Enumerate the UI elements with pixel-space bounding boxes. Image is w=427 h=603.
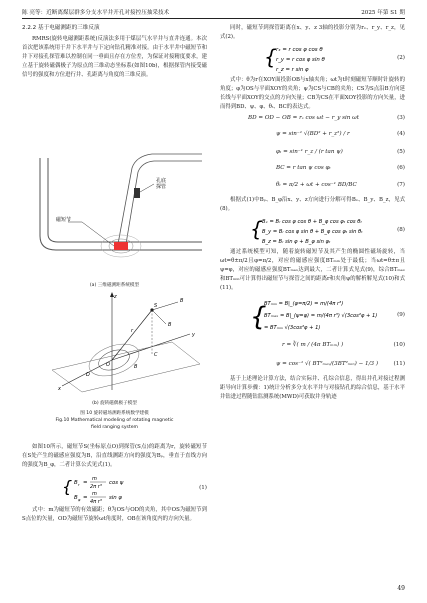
borehole — [118, 154, 202, 244]
svg-text:rₓ = r cos φ cos θ: rₓ = r cos φ cos θ — [276, 47, 323, 53]
svg-text:x: x — [58, 386, 61, 392]
right-paragraph-4: 通过系统模型可知，随着旋转磁短节及其产生的椭圆性磁场旋转，当ωt=θ±π/2且φ=π/2，对应的磁感应强度BTₘᵢₙ处于最低；当ωt=θ±π且ψ=φ，对应的磁感应强度BTₘₐₓ达到最大，二者计算式见式(9)，综合BTₘₐₓ和BTₘᵢₙ可计算得出磁短节与探管之间的距离r和夹角ψ的解析解见式(10)和式(11)。 — [220, 249, 405, 291]
equation-1 — [22, 472, 207, 506]
svg-text:y: y — [192, 332, 195, 338]
equation-10-number: (10) — [393, 342, 405, 348]
right-column — [220, 24, 405, 402]
svg-text:r_y = r cos φ sin θ: r_y = r cos φ sin θ — [276, 57, 325, 63]
svg-text:BTₘₐₓ = B|_(ψ=φ) = m/(4π r³) √: BTₘₐₓ = B|_(ψ=φ) = m/(4π r³) √(3cos²φ + 1) — [264, 313, 378, 319]
header-rule — [22, 18, 405, 19]
svg-text:φ: φ — [78, 498, 81, 502]
svg-text:=: = — [83, 495, 88, 501]
equation-11: ψ = cos⁻¹ √( BT²ₘₐₓ/(3BT²ₘᵢₙ) − 1/3 ) (11) — [276, 361, 405, 367]
svg-text:r: r — [131, 328, 134, 334]
right-paragraph-2: 式中：θ为r在XOY面投影OB与x轴夹角；ωt为t时刻磁短节顺时针旋转的角度；φ为OS与平面XOY的夹角；ψ为CS与CB的夹角；CS为S点沿B方向延长线与平面XOY的交点的方向矢量；CB为CS在平面XOY投影的方向矢量，进而得到BD、ψ、φ、θₜ、BC的表达式。 — [220, 77, 405, 110]
figure-10a — [22, 148, 207, 288]
equation-4-number: (4) — [397, 131, 405, 137]
svg-text:4π r³: 4π r³ — [90, 499, 102, 505]
svg-text:C: C — [154, 352, 158, 358]
equation-2-number: (2) — [397, 55, 405, 61]
left-paragraph-1: RMRS(旋转电磁测距系统)反演法多用于煤层气水平井与直井连通。本次首次把该系统用于井下水平井与下定向钻孔精准对接。由于水平井中磁短节和井下对接孔探管难以控制在同一垂面且存在方位差，为保证对接精度要求，建立基于旋转磁偶极子为原点的三维动态坐标系(如图10b)，根据探管内接受磁信号的强度和方位进行井、孔距离与角度的三维反演。 — [22, 36, 207, 78]
svg-text:探管: 探管 — [156, 184, 167, 190]
equation-6-number: (6) — [397, 165, 405, 171]
svg-text:{: { — [264, 45, 277, 69]
equation-8-number: (8) — [397, 227, 405, 233]
svg-text:r_z = r sin φ: r_z = r sin φ — [276, 67, 309, 73]
equation-4: ψ = sin⁻¹ √(BD² + r_z²) / r (4) — [276, 131, 405, 137]
svg-text:{: { — [250, 302, 267, 332]
figure-10-caption — [22, 410, 207, 431]
svg-text:孔底: 孔底 — [156, 178, 167, 184]
equation-8 — [220, 214, 405, 248]
figure-10a-caption: (a) 三维磁测距系统模型 — [89, 283, 140, 288]
figure-10b — [22, 290, 207, 405]
svg-text:S: S — [154, 303, 158, 309]
equation-11-number: (11) — [393, 361, 405, 367]
svg-text:sin ψ: sin ψ — [109, 495, 122, 501]
svg-text:B_y = Bᵣ cos φ sin θ + B_φ cos: B_y = Bᵣ cos φ sin θ + B_φ cos φₜ sin θₜ — [262, 229, 363, 235]
well-inner — [48, 158, 202, 242]
probe — [134, 188, 140, 198]
left-paragraph-2: 如图10所示，磁短节S(坐标原点O)到探管(S点)的距离为r，旋转磁短节在S处产生的磁感应强度为B，沿直线测距方向的强度为Bₚ，垂直于直线方向的强度为B_φ，二者计算公式见式(1)。 — [22, 444, 207, 468]
svg-text:O: O — [106, 362, 110, 368]
right-paragraph-3: 根据式(1)中Bₚ、B_φ沿x、y、z方向进行分解可得Bₓ、B_y、B_z，见式(8)。 — [220, 197, 405, 212]
svg-text:2π r³: 2π r³ — [90, 484, 102, 490]
figure-10a-drawing — [22, 148, 207, 278]
header-title: 陈 亮等：近断离煤层群多分支水平井开孔对接控压抽采技术 — [22, 10, 170, 16]
svg-text:{: { — [62, 477, 73, 496]
svg-text:cos ψ: cos ψ — [109, 480, 124, 486]
equation-9 — [220, 295, 405, 337]
figure-10b-caption: (b) 旋转磁偶极子模型 — [92, 401, 137, 406]
svg-text:{: { — [250, 217, 263, 241]
equation-6: BC = r tan ψ cos φₜ (6) — [276, 165, 405, 171]
svg-text:=: = — [83, 480, 88, 486]
well-outer — [40, 158, 202, 250]
running-header — [22, 8, 405, 16]
svg-text:B_z = Bᵣ sin φ + B_φ sin φₜ: B_z = Bᵣ sin φ + B_φ sin φₜ — [262, 239, 331, 245]
svg-text:磁短节: 磁短节 — [56, 217, 72, 223]
svg-text:m: m — [92, 476, 97, 482]
svg-text:BTₘᵢₙ = B|_(φ=π/2) = m/(4π r³): BTₘᵢₙ = B|_(φ=π/2) = m/(4π r³) — [264, 301, 344, 307]
magnetic-sub — [114, 242, 128, 250]
svg-text:B: B — [168, 322, 172, 328]
equation-2 — [220, 42, 405, 76]
equation-1-number: (1) — [199, 485, 207, 491]
svg-text:B: B — [74, 480, 78, 486]
svg-text:B: B — [180, 298, 184, 304]
right-paragraph-1: 同时，磁短节到探管距离在x、y、z 3轴的投影分别为rₓ、r_y、r_z，见式(2)。 — [220, 25, 405, 40]
svg-text:m: m — [92, 491, 97, 497]
equation-5: φₜ = sin⁻¹ r_z / (r tan ψ) (5) — [276, 149, 405, 155]
svg-text:D: D — [86, 372, 90, 378]
page-number: 49 — [397, 585, 405, 592]
equation-7-number: (7) — [397, 182, 405, 188]
left-column — [22, 24, 207, 80]
caption-cn: 图 10 旋转磁场测距系统数学建模 — [80, 411, 149, 416]
equation-10: r = ∛( m / (4π BTₘᵢₙ) ) (10) — [282, 342, 405, 348]
equation-9-number: (9) — [397, 312, 405, 318]
equation-3-number: (3) — [397, 115, 405, 121]
left-paragraph-3: 式中：m为磁短节的有效磁距；θ为OS与OD的夹角，其中OS为磁短节到S点位的矢量，OD为磁短节旋转ωt角度时，OB在该角度内的方向矢量。 — [22, 507, 207, 522]
equation-5-number: (5) — [397, 149, 405, 155]
svg-text:r: r — [78, 483, 80, 487]
equation-7: θₜ = π/2 + ωt + cos⁻¹ BD/BC (7) — [276, 182, 405, 188]
caption-en-2: field ranging system — [90, 425, 139, 430]
svg-text:B: B — [134, 364, 138, 370]
section-heading: 2.2.2 基于电磁测距的三维反演 — [22, 25, 100, 31]
svg-text:B: B — [74, 495, 78, 501]
right-paragraph-5: 基于上述理论计算方法，结合实际井、孔综合信息，得出井孔对接过程测距导向计算步骤：1)统计分析多分支水平井与对接钻孔的综合信息，基于水平井钻进过程随钻监测系统(MWD)可获取井身轨迹 — [220, 376, 405, 400]
svg-text:Bₓ = Bᵣ cos φ cos θ + B_φ cos: Bₓ = Bᵣ cos φ cos θ + B_φ cos φₜ cos θₜ — [262, 219, 362, 225]
figure-10b-drawing — [22, 290, 207, 396]
caption-en-1: Fig.10 Mathematical modeling of rotating magnetic — [55, 418, 174, 423]
svg-text:= BTₘᵢₙ √(3cos²φ + 1): = BTₘᵢₙ √(3cos²φ + 1) — [264, 325, 321, 331]
svg-text:z: z — [114, 294, 117, 300]
left-column-lower — [22, 443, 207, 524]
equation-3: BD = OD − OB = rₓ cos ωt − r_y sin ωt (3) — [248, 115, 405, 121]
header-issue: 2025 年第 S1 期 — [361, 10, 405, 16]
